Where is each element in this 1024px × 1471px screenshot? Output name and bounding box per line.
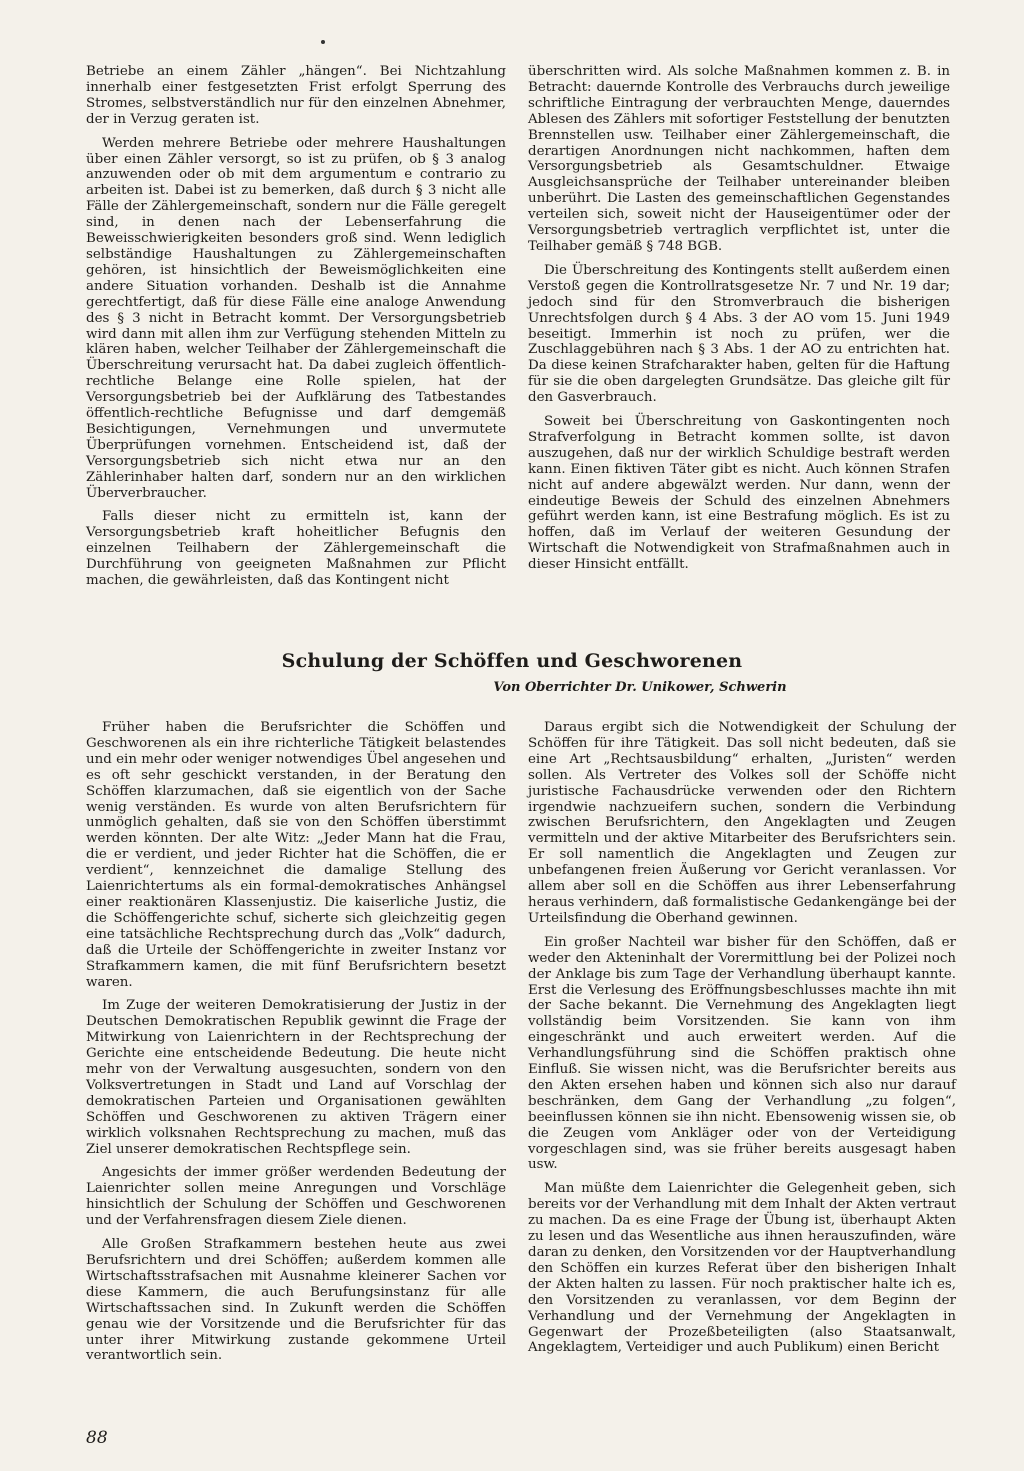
paragraph: Falls dieser nicht zu ermitteln ist, kann der Versorgungsbetrieb kraft hoheitlicher Befugnis den einzelnen Teilhabern der Zählergemeinschaft die Durchführung von geeigneten Maßnahmen zur Pflicht machen, die gewährleisten, daß das Kontingent nicht: [86, 509, 506, 589]
article-title: Schulung der Schöffen und Geschworenen: [281, 650, 743, 672]
paragraph: Soweit bei Überschreitung von Gaskontingenten noch Strafverfolgung in Betracht kommen sollte, ist davon auszugehen, daß nur der wirklich Schuldige bestraft werden kann. Einen fiktiven Täter gibt es nicht. Auch können Strafen nicht auf andere abgewälzt werden. Nur dann, wenn der eindeutige Beweis der Schuld des einzelnen Abnehmers geführt werden kann, ist eine Bestrafung möglich. Es ist zu hoffen, daß im Verlauf der weiteren Gesundung der Wirtschaft die Notwendigkeit von Strafmaßnahmen auch in dieser Hinsicht entfällt.: [528, 414, 950, 573]
column-bottom-left: [86, 720, 506, 1372]
column-top-left: [86, 64, 506, 597]
paragraph: Ein großer Nachteil war bisher für den Schöffen, daß er weder den Akteninhalt der Vorermittlung bei der Polizei noch der Anklage bis zum Tage der Verhandlung überhaupt kannte. Erst die Verlesung des Eröffnungsbeschlusses machte ihn mit der Sache bekannt. Die Vernehmung des Angeklagten liegt vollständig beim Vorsitzenden. Sie kann von ihm eingeschränkt und auch erweitert werden. Auf die Verhandlungsführung sind die Schöffen praktisch ohne Einfluß. Sie wissen nicht, was die Berufsrichter bereits aus den Akten ersehen haben und können sich also nur darauf beschränken, dem Gang der Verhandlung „zu folgen“, beeinflussen können sie ihn nicht. Ebensowenig wissen sie, ob die Zeugen vom Ankläger oder von der Verteidigung vorgeschlagen sind, was sie früher bereits ausgesagt haben usw.: [528, 934, 956, 1173]
paragraph: Angesichts der immer größer werdenden Bedeutung der Laienrichter sollen meine Anregungen und Vorschläge hinsichtlich der Schulung der Schöffen und Geschworenen und der Verfahrensfragen diesem Ziele dienen.: [86, 1165, 506, 1229]
paragraph: Die Überschreitung des Kontingents stellt außerdem einen Verstoß gegen die Kontrollratsgesetze Nr. 7 und Nr. 19 dar; jedoch sind für den Stromverbrauch die bisherigen Unrechtsfolgen durch § 4 Abs. 3 der AO vom 15. Juni 1949 beseitigt. Immerhin ist noch zu prüfen, wer die Zuschlaggebühren nach § 3 Abs. 1 der AO zu entrichten hat. Da diese keinen Strafcharakter haben, gelten für die Haftung für sie die oben dargelegten Grundsätze. Das gleiche gilt für den Gasverbrauch.: [528, 262, 950, 406]
paragraph: Früher haben die Berufsrichter die Schöffen und Geschworenen als ein ihre richterliche Tätigkeit belastendes und ein mehr oder weniger notwendiges Übel angesehen und es oft sehr geschickt verstanden, in der Beratung den Schöffen klarzumachen, daß sie eigentlich von der Sache wenig verständen. Es wurde von alten Berufsrichtern für unmöglich gehalten, daß sie von den Schöffen überstimmt werden könnten. Der alte Witz: „Jeder Mann hat die Frau, die er verdient, und jeder Richter hat die Schöffen, die er verdient“, kennzeichnet die damalige Stellung des Laienrichtertums als ein formal-demokratisches Anhängsel einer reaktionären Klassenjustiz. Die kaiserliche Justiz, die die Schöffengerichte schuf, sicherte sich gleichzeitig gegen eine tatsächliche Rechtsprechung durch das „Volk“ dadurch, daß die Urteile der Schöffengerichte in zweiter Instanz vor Strafkammern kamen, die mit fünf Berufsrichtern besetzt waren.: [86, 720, 506, 990]
paragraph: Alle Großen Strafkammern bestehen heute aus zwei Berufsrichtern und drei Schöffen; außerdem kommen alle Wirtschaftsstrafsachen mit Ausnahme kleinerer Sachen vor diese Kammern, die auch Berufungsinstanz für alle Wirtschaftssachen sind. In Zukunft werden die Schöffen genau wie der Vorsitzende und die Berufsrichter für das unter ihrer Mitwirkung zustande gekommene Urteil verantwortlich sein.: [86, 1237, 506, 1364]
article-author: Von Oberrichter Dr. Unikower, Schwerin: [493, 680, 787, 695]
paragraph: überschritten wird. Als solche Maßnahmen kommen z. B. in Betracht: dauernde Kontrolle des Verbrauchs durch jeweilige schriftliche Eintragung der verbrauchten Menge, dauerndes Ablesen des Zählers mit sofortiger Feststellung der benutzten Brennstellen usw. Teilhaber einer Zählergemeinschaft, die derartigen Anordnungen nicht nachkommen, haften dem Versorgungsbetrieb als Gesamtschuldner. Etwaige Ausgleichsansprüche der Teilhaber untereinander bleiben unberührt. Die Lasten des gemeinschaftlichen Gegenstandes verteilen sich, soweit nicht der Hauseigentümer oder der Versorgungsbetrieb vertraglich verpflichtet ist, unter die Teilhaber gemäß § 748 BGB.: [528, 64, 951, 254]
paragraph: Man müßte dem Laienrichter die Gelegenheit geben, sich bereits vor der Verhandlung mit dem Inhalt der Akten vertraut zu machen. Da es eine Frage der Übung ist, überhaupt Akten zu lesen und das Wesentliche aus ihnen herauszufinden, wäre daran zu denken, den Vorsitzenden vor der Hauptverhandlung den Schöffen ein kurzes Referat über den bisherigen Inhalt der Akten halten zu lassen. Für noch praktischer halte ich es, den Vorsitzenden zu veranlassen, vor dem Beginn der Verhandlung und der Vernehmung der Angeklagten in Gegenwart der Prozeßbeteiligten (also Staatsanwalt, Angeklagtem, Verteidiger und auch Publikum) einen Bericht: [528, 1181, 956, 1356]
paragraph: Im Zuge der weiteren Demokratisierung der Justiz in der Deutschen Demokratischen Republik gewinnt die Frage der Mitwirkung von Laienrichtern in der Rechtsprechung der Gerichte eine entscheidende Bedeutung. Die heute nicht mehr von der Verwaltung ausgesuchten, sondern von den Volksvertretungen in Stadt und Land auf Vorschlag der demokratischen Parteien und Organisationen gewählten Schöffen und Geschworenen zu aktiven Trägern einer wirklich volksnahen Rechtsprechung zu machen, muß das Ziel unserer demokratischen Rechtspflege sein.: [86, 998, 506, 1157]
paragraph: Daraus ergibt sich die Notwendigkeit der Schulung der Schöffen für ihre Tätigkeit. Das soll nicht bedeuten, daß sie eine Art „Rechtsausbildung“ erhalten, „Juristen“ werden sollen. Als Vertreter des Volkes soll der Schöffe nicht juristische Fachausdrücke verwenden oder den Richtern irgendwie nachzueifern suchen, sondern die Verbindung zwischen Berufsrichtern, den Angeklagten und Zeugen vermitteln und der aktive Mitarbeiter des Berufsrichters sein. Er soll namentlich die Angeklagten und Zeugen zur unbefangenen freien Äußerung vor Gericht veranlassen. Vor allem aber soll en die Schöffen aus ihrer Lebenserfahrung heraus verhindern, daß formalistische Gedankengänge bei der Urteilsfindung die Oberhand gewinnen.: [528, 720, 956, 926]
print-speck: [321, 40, 325, 44]
column-bottom-right: [528, 720, 956, 1364]
paragraph: Werden mehrere Betriebe oder mehrere Haushaltungen über einen Zähler versorgt, so ist zu prüfen, ob § 3 analog anzuwenden oder ob mit dem argumentum e contrario zu arbeiten ist. Dabei ist zu bemerken, daß durch § 3 nicht alle Fälle der Zählergemeinschaft, sondern nur die Fälle geregelt sind, in denen nach der Lebenserfahrung die Beweisschwierigkeiten besonders groß sind. Wenn lediglich selbständige Haushaltungen zu Zählergemeinschaften gehören, ist hinsichtlich der Beweismöglichkeiten eine andere Situation vorhanden. Deshalb ist die Annahme gerechtfertigt, daß für diese Fälle eine analoge Anwendung des § 3 nicht in Betracht kommt. Der Versorgungsbetrieb wird dann mit allen ihm zur Verfügung stehenden Mitteln zu klären haben, welcher Teilhaber der Zählergemeinschaft die Überschreitung verursacht hat. Da dabei zugleich öffentlich-rechtliche Belange eine Rolle spielen, hat der Versorgungsbetrieb bei der Aufklärung des Tatbestandes öffentlich-rechtliche Befugnisse und darf demgemäß Besichtigungen, Vernehmungen und unvermutete Überprüfungen vornehmen. Entscheidend ist, daß der Versorgungsbetrieb sich nicht etwa nur an den Zählerinhaber halten darf, sondern nur an den wirklichen Überverbraucher.: [86, 135, 506, 501]
page-number: 88: [86, 1428, 108, 1448]
paragraph: Betriebe an einem Zähler „hängen“. Bei Nichtzahlung innerhalb einer festgesetzten Frist erfolgt Sperrung des Stromes, selbstverständlich nur für den einzelnen Abnehmer, der in Verzug geraten ist.: [86, 64, 506, 127]
column-top-right: [528, 64, 950, 581]
